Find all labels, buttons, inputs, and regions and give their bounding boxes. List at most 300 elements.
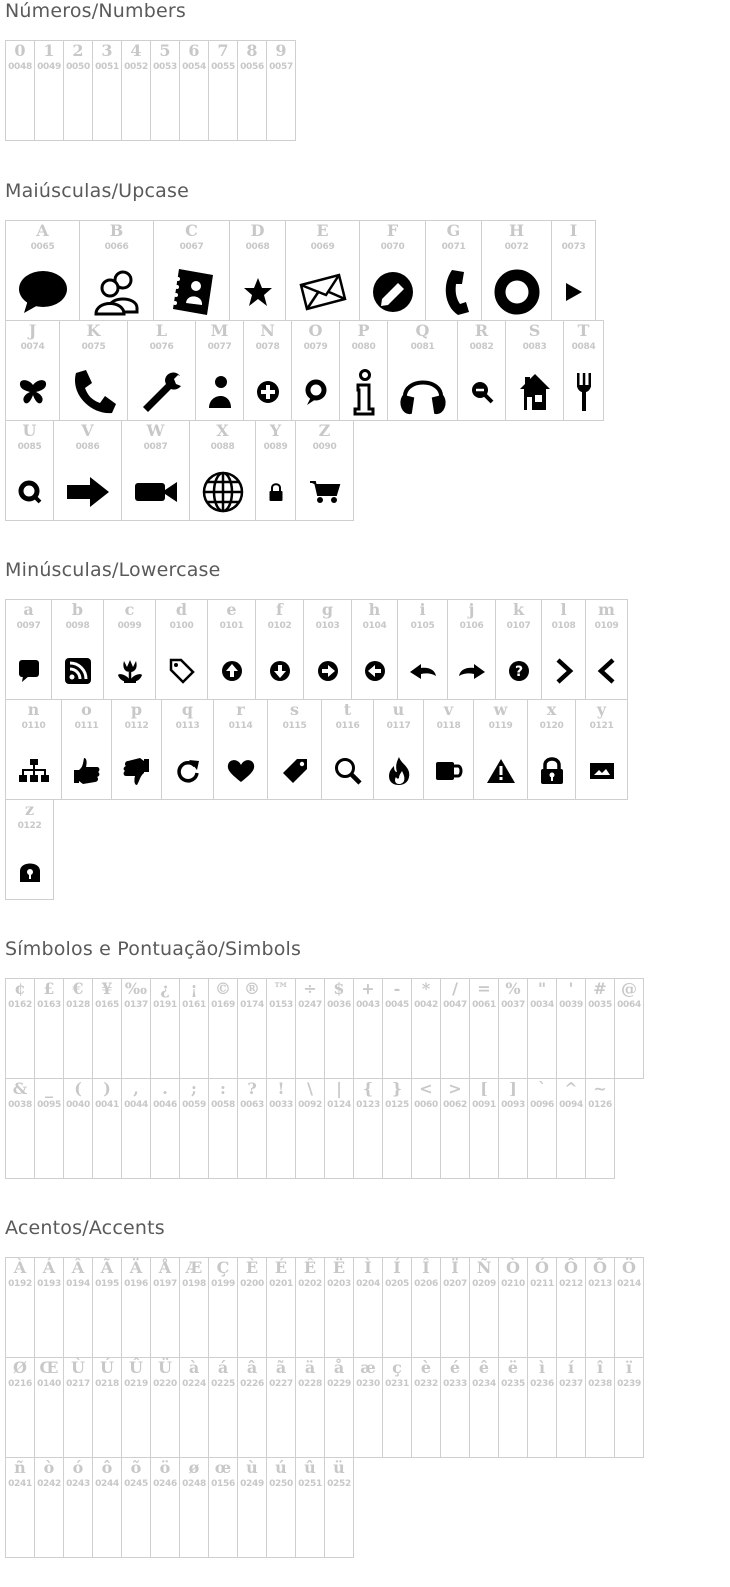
wrench-icon [128,368,195,416]
character-label: ¡ [190,979,198,998]
character-cell [267,1458,296,1558]
character-label: Ü [158,1358,172,1377]
plus-circle-icon [244,368,291,416]
character-label: Å [158,1258,172,1277]
character-cell [340,321,388,421]
character-label: Y [269,421,282,440]
character-label: g [321,600,334,619]
image-icon [576,747,627,795]
character-label: Õ [593,1258,607,1277]
character-code: 0232 [414,1379,438,1389]
chevron-right-icon [542,647,585,695]
character-label: á [217,1358,229,1377]
character-cell [209,41,238,141]
character-code: 0242 [37,1479,61,1489]
character-cell [6,1358,35,1458]
character-label: > [448,1079,462,1098]
character-cell [296,1079,325,1179]
character-code: 0243 [66,1479,90,1489]
character-cell [499,1079,528,1179]
character-label: C [185,221,198,240]
character-cell [470,1358,499,1458]
phone-handset-icon [426,268,481,316]
character-code: 0083 [522,342,547,352]
character-cell [528,979,557,1079]
arrow-right-icon [54,468,121,516]
character-row [5,320,604,421]
character-code: 0039 [559,1000,583,1010]
character-label: ç [392,1358,402,1377]
character-code: 0244 [95,1479,119,1489]
character-cell [557,1079,586,1179]
character-code: 0216 [8,1379,32,1389]
character-label: Ç [216,1258,230,1277]
butterfly-icon [6,368,59,416]
character-code: 0051 [95,62,119,72]
character-code: 0069 [310,242,335,252]
character-code: 0169 [211,1000,235,1010]
character-code: 0053 [153,62,177,72]
character-label: < [419,1079,433,1098]
users-icon [80,268,153,316]
character-label: õ [130,1458,142,1477]
character-label: . [162,1079,168,1098]
character-label: | [336,1079,342,1098]
character-row [5,1457,354,1558]
character-cell [35,1079,64,1179]
character-code: 0110 [21,721,46,731]
character-label: { [362,1079,374,1098]
arrow-left-circle-icon [352,647,397,695]
mug-icon [424,747,473,795]
headphones-icon [388,368,457,416]
section-title: Símbolos e Pontuação/Simbols [5,938,302,960]
character-code: 0123 [356,1100,380,1110]
character-cell [112,700,162,800]
character-cell [458,321,506,421]
character-label: ~ [593,1079,607,1098]
character-cell [238,1458,267,1558]
character-code: 0107 [506,621,531,631]
character-row [5,1257,644,1358]
character-cell [354,1358,383,1458]
character-code: 0117 [386,721,411,731]
character-label: ? [247,1079,257,1098]
character-label: ¿ [160,979,170,998]
character-code: 0102 [267,621,292,631]
character-code: 0203 [327,1279,351,1289]
character-label: U [22,421,37,440]
character-code: 0229 [327,1379,351,1389]
character-code: 0211 [530,1279,554,1289]
character-code: 0090 [312,442,337,452]
character-label: P [357,321,370,340]
character-label: Ù [71,1358,85,1377]
character-cell [180,1079,209,1179]
character-code: 0067 [179,242,204,252]
character-cell [35,41,64,141]
character-label: e [226,600,237,619]
shopping-cart-icon [296,468,353,516]
sitemap-icon [6,747,61,795]
character-code: 0060 [414,1100,438,1110]
character-label: h [368,600,381,619]
character-label: ÷ [303,979,317,998]
character-cell [238,979,267,1079]
character-label: @ [621,979,637,998]
character-cell [586,1358,615,1458]
character-cell [322,700,374,800]
character-cell [162,700,214,800]
character-cell [190,421,256,521]
character-code: 0201 [269,1279,293,1289]
character-cell [296,1258,325,1358]
character-code: 0233 [443,1379,467,1389]
character-label: ™ [273,979,289,998]
character-label: Ë [332,1258,346,1277]
character-cell [325,1079,354,1179]
character-cell [238,1258,267,1358]
arrow-right-circle-icon [304,647,351,695]
character-label: Á [42,1258,56,1277]
character-code: 0073 [561,242,586,252]
character-cell [93,979,122,1079]
character-code: 0237 [559,1379,583,1389]
character-label: x [546,700,557,719]
character-code: 0075 [81,342,106,352]
character-code: 0084 [571,342,596,352]
thumbs-up-icon [62,747,111,795]
character-label: n [27,700,40,719]
character-code: 0105 [410,621,435,631]
character-label: ( [74,1079,82,1098]
character-label: ñ [14,1458,26,1477]
character-code: 0037 [501,1000,525,1010]
character-code: 0119 [488,721,513,731]
character-label: d [175,600,188,619]
character-label: _ [45,1079,53,1098]
character-label: ] [509,1079,517,1098]
character-code: 0062 [443,1100,467,1110]
character-label: Ô [564,1258,578,1277]
character-cell [209,1258,238,1358]
character-label: - [393,979,401,998]
character-cell [209,1358,238,1458]
character-cell [552,221,596,321]
character-code: 0043 [356,1000,380,1010]
character-label: Ø [13,1358,27,1377]
character-code: 0094 [559,1100,583,1110]
character-label: Ì [364,1258,372,1277]
character-code: 0122 [17,821,42,831]
character-cell [122,1079,151,1179]
character-code: 0226 [240,1379,264,1389]
character-code: 0204 [356,1279,380,1289]
arrow-down-circle-icon [256,647,303,695]
character-cell [304,600,352,700]
info-icon [340,368,387,416]
character-cell [542,600,586,700]
character-code: 0064 [617,1000,641,1010]
character-cell [528,1258,557,1358]
character-cell [296,1358,325,1458]
character-code: 0219 [124,1379,148,1389]
character-cell [151,1458,180,1558]
character-label: J [28,321,37,340]
character-cell [499,1258,528,1358]
character-code: 0227 [269,1379,293,1389]
character-label: 0 [14,41,26,60]
character-label: V [81,421,94,440]
character-row [5,420,354,521]
character-code: 0245 [124,1479,148,1489]
forward-icon [448,647,495,695]
character-code: 0125 [385,1100,409,1110]
character-code: 0128 [66,1000,90,1010]
character-label: ä [304,1358,316,1377]
character-label: à [188,1358,200,1377]
character-code: 0111 [74,721,99,731]
tag-icon [268,747,321,795]
character-cell [6,800,54,900]
character-label: û [304,1458,316,1477]
character-code: 0063 [240,1100,264,1110]
character-code: 0079 [303,342,328,352]
character-label: R [474,321,489,340]
character-code: 0035 [588,1000,612,1010]
character-label: Ö [622,1258,636,1277]
character-code: 0108 [551,621,576,631]
chevron-left-icon [586,647,627,695]
character-code: 0034 [530,1000,554,1010]
character-cell [506,321,564,421]
character-code: 0239 [617,1379,641,1389]
character-code: 0112 [124,721,149,731]
character-cell [576,700,628,800]
character-label: b [71,600,84,619]
character-cell [180,41,209,141]
character-code: 0101 [219,621,244,631]
character-code: 0249 [240,1479,264,1489]
character-cell [64,41,93,141]
character-cell [154,221,230,321]
character-label: 5 [159,41,171,60]
character-label: + [361,979,375,998]
character-label: Ó [535,1258,549,1277]
character-cell [412,1079,441,1179]
character-cell [64,1458,93,1558]
character-code: 0088 [210,442,235,452]
character-label: * [421,979,431,998]
address-book-icon [154,268,229,316]
character-cell [352,600,398,700]
character-label: œ [214,1458,232,1477]
character-code: 0156 [211,1479,235,1489]
character-label: Â [71,1258,85,1277]
character-cell [35,1458,64,1558]
character-label: ã [275,1358,287,1377]
play-icon [552,268,595,316]
character-label: ® [244,979,260,998]
character-label: ó [72,1458,84,1477]
character-cell [62,700,112,800]
character-cell [564,321,604,421]
character-label: ; [191,1079,197,1098]
character-label: k [512,600,525,619]
character-cell [325,1258,354,1358]
character-code: 0218 [95,1379,119,1389]
flower-icon [104,647,155,695]
character-code: 0120 [539,721,564,731]
character-label: m [598,600,615,619]
character-cell [292,321,340,421]
character-label: â [246,1358,258,1377]
character-label: é [449,1358,461,1377]
character-code: 0116 [335,721,360,731]
character-code: 0096 [530,1100,554,1110]
svg-text:?: ? [514,664,523,680]
character-code: 0217 [66,1379,90,1389]
character-code: 0205 [385,1279,409,1289]
character-cell [104,600,156,700]
chat-icon [6,647,51,695]
character-code: 0041 [95,1100,119,1110]
character-label: æ [360,1358,376,1377]
character-code: 0202 [298,1279,322,1289]
character-cell [383,979,412,1079]
character-label: L [155,321,168,340]
character-label: r [236,700,245,719]
character-code: 0247 [298,1000,322,1010]
character-cell [383,1079,412,1179]
character-code: 0038 [8,1100,32,1110]
character-cell [151,1079,180,1179]
character-code: 0047 [443,1000,467,1010]
character-cell [441,979,470,1079]
character-label: [ [480,1079,488,1098]
character-code: 0206 [414,1279,438,1289]
character-code: 0250 [269,1479,293,1489]
character-cell [496,600,542,700]
arrow-up-circle-icon [208,647,255,695]
character-cell [122,1258,151,1358]
character-code: 0235 [501,1379,525,1389]
character-cell [238,1358,267,1458]
character-cell [354,1258,383,1358]
character-code: 0114 [228,721,253,731]
character-cell [256,421,296,521]
character-label: a [23,600,34,619]
character-cell [268,700,322,800]
character-code: 0194 [66,1279,90,1289]
character-label: ^ [564,1079,578,1098]
rss-icon [52,647,103,695]
character-label: H [508,221,525,240]
character-label: À [13,1258,27,1277]
character-label: v [443,700,454,719]
character-label: F [386,221,399,240]
character-code: 0231 [385,1379,409,1389]
character-cell [6,1258,35,1358]
character-code: 0044 [124,1100,148,1110]
character-code: 0093 [501,1100,525,1110]
character-code: 0071 [441,242,466,252]
character-code: 0078 [255,342,280,352]
character-code: 0086 [75,442,100,452]
character-code: 0089 [263,442,288,452]
character-label: Û [129,1358,143,1377]
character-label: í [567,1358,575,1377]
character-cell [441,1358,470,1458]
character-label: ë [507,1358,519,1377]
character-label: ö [159,1458,171,1477]
character-label: Ï [451,1258,459,1277]
character-cell [6,421,54,521]
character-code: 0153 [269,1000,293,1010]
character-code: 0050 [66,62,90,72]
tag-outline-icon [156,647,207,695]
character-cell [374,700,424,800]
character-cell [412,1258,441,1358]
character-cell [470,1079,499,1179]
character-row [5,599,628,700]
character-cell [180,1358,209,1458]
character-label: ì [538,1358,546,1377]
character-label: % [505,979,521,998]
character-code: 0241 [8,1479,32,1489]
character-code: 0045 [385,1000,409,1010]
character-code: 0230 [356,1379,380,1389]
character-cell [180,1258,209,1358]
character-code: 0103 [315,621,340,631]
character-label: 3 [101,41,113,60]
character-label: " [537,979,547,998]
character-cell [388,321,458,421]
character-label: å [333,1358,345,1377]
character-cell [6,1079,35,1179]
search-small-icon [6,468,53,516]
character-label: 4 [130,41,142,60]
character-cell [196,321,244,421]
character-cell [122,1358,151,1458]
character-cell [586,1079,615,1179]
reply-icon [398,647,447,695]
character-code: 0070 [380,242,405,252]
character-code: 0098 [65,621,90,631]
character-label: ê [478,1358,490,1377]
character-label: I [569,221,578,240]
fire-icon [374,747,423,795]
character-code: 0095 [37,1100,61,1110]
character-cell [209,1079,238,1179]
character-code: 0224 [182,1379,206,1389]
character-code: 0234 [472,1379,496,1389]
character-cell [448,600,496,700]
character-label: : [220,1079,226,1098]
character-code: 0161 [182,1000,206,1010]
character-label: Q [415,321,430,340]
character-code: 0113 [175,721,200,731]
character-cell [499,979,528,1079]
character-cell [93,1458,122,1558]
character-cell [151,979,180,1079]
character-cell [474,700,528,800]
character-label: E [316,221,329,240]
character-row [5,1357,644,1458]
character-label: y [596,700,607,719]
character-cell [128,321,196,421]
character-cell [6,221,80,321]
